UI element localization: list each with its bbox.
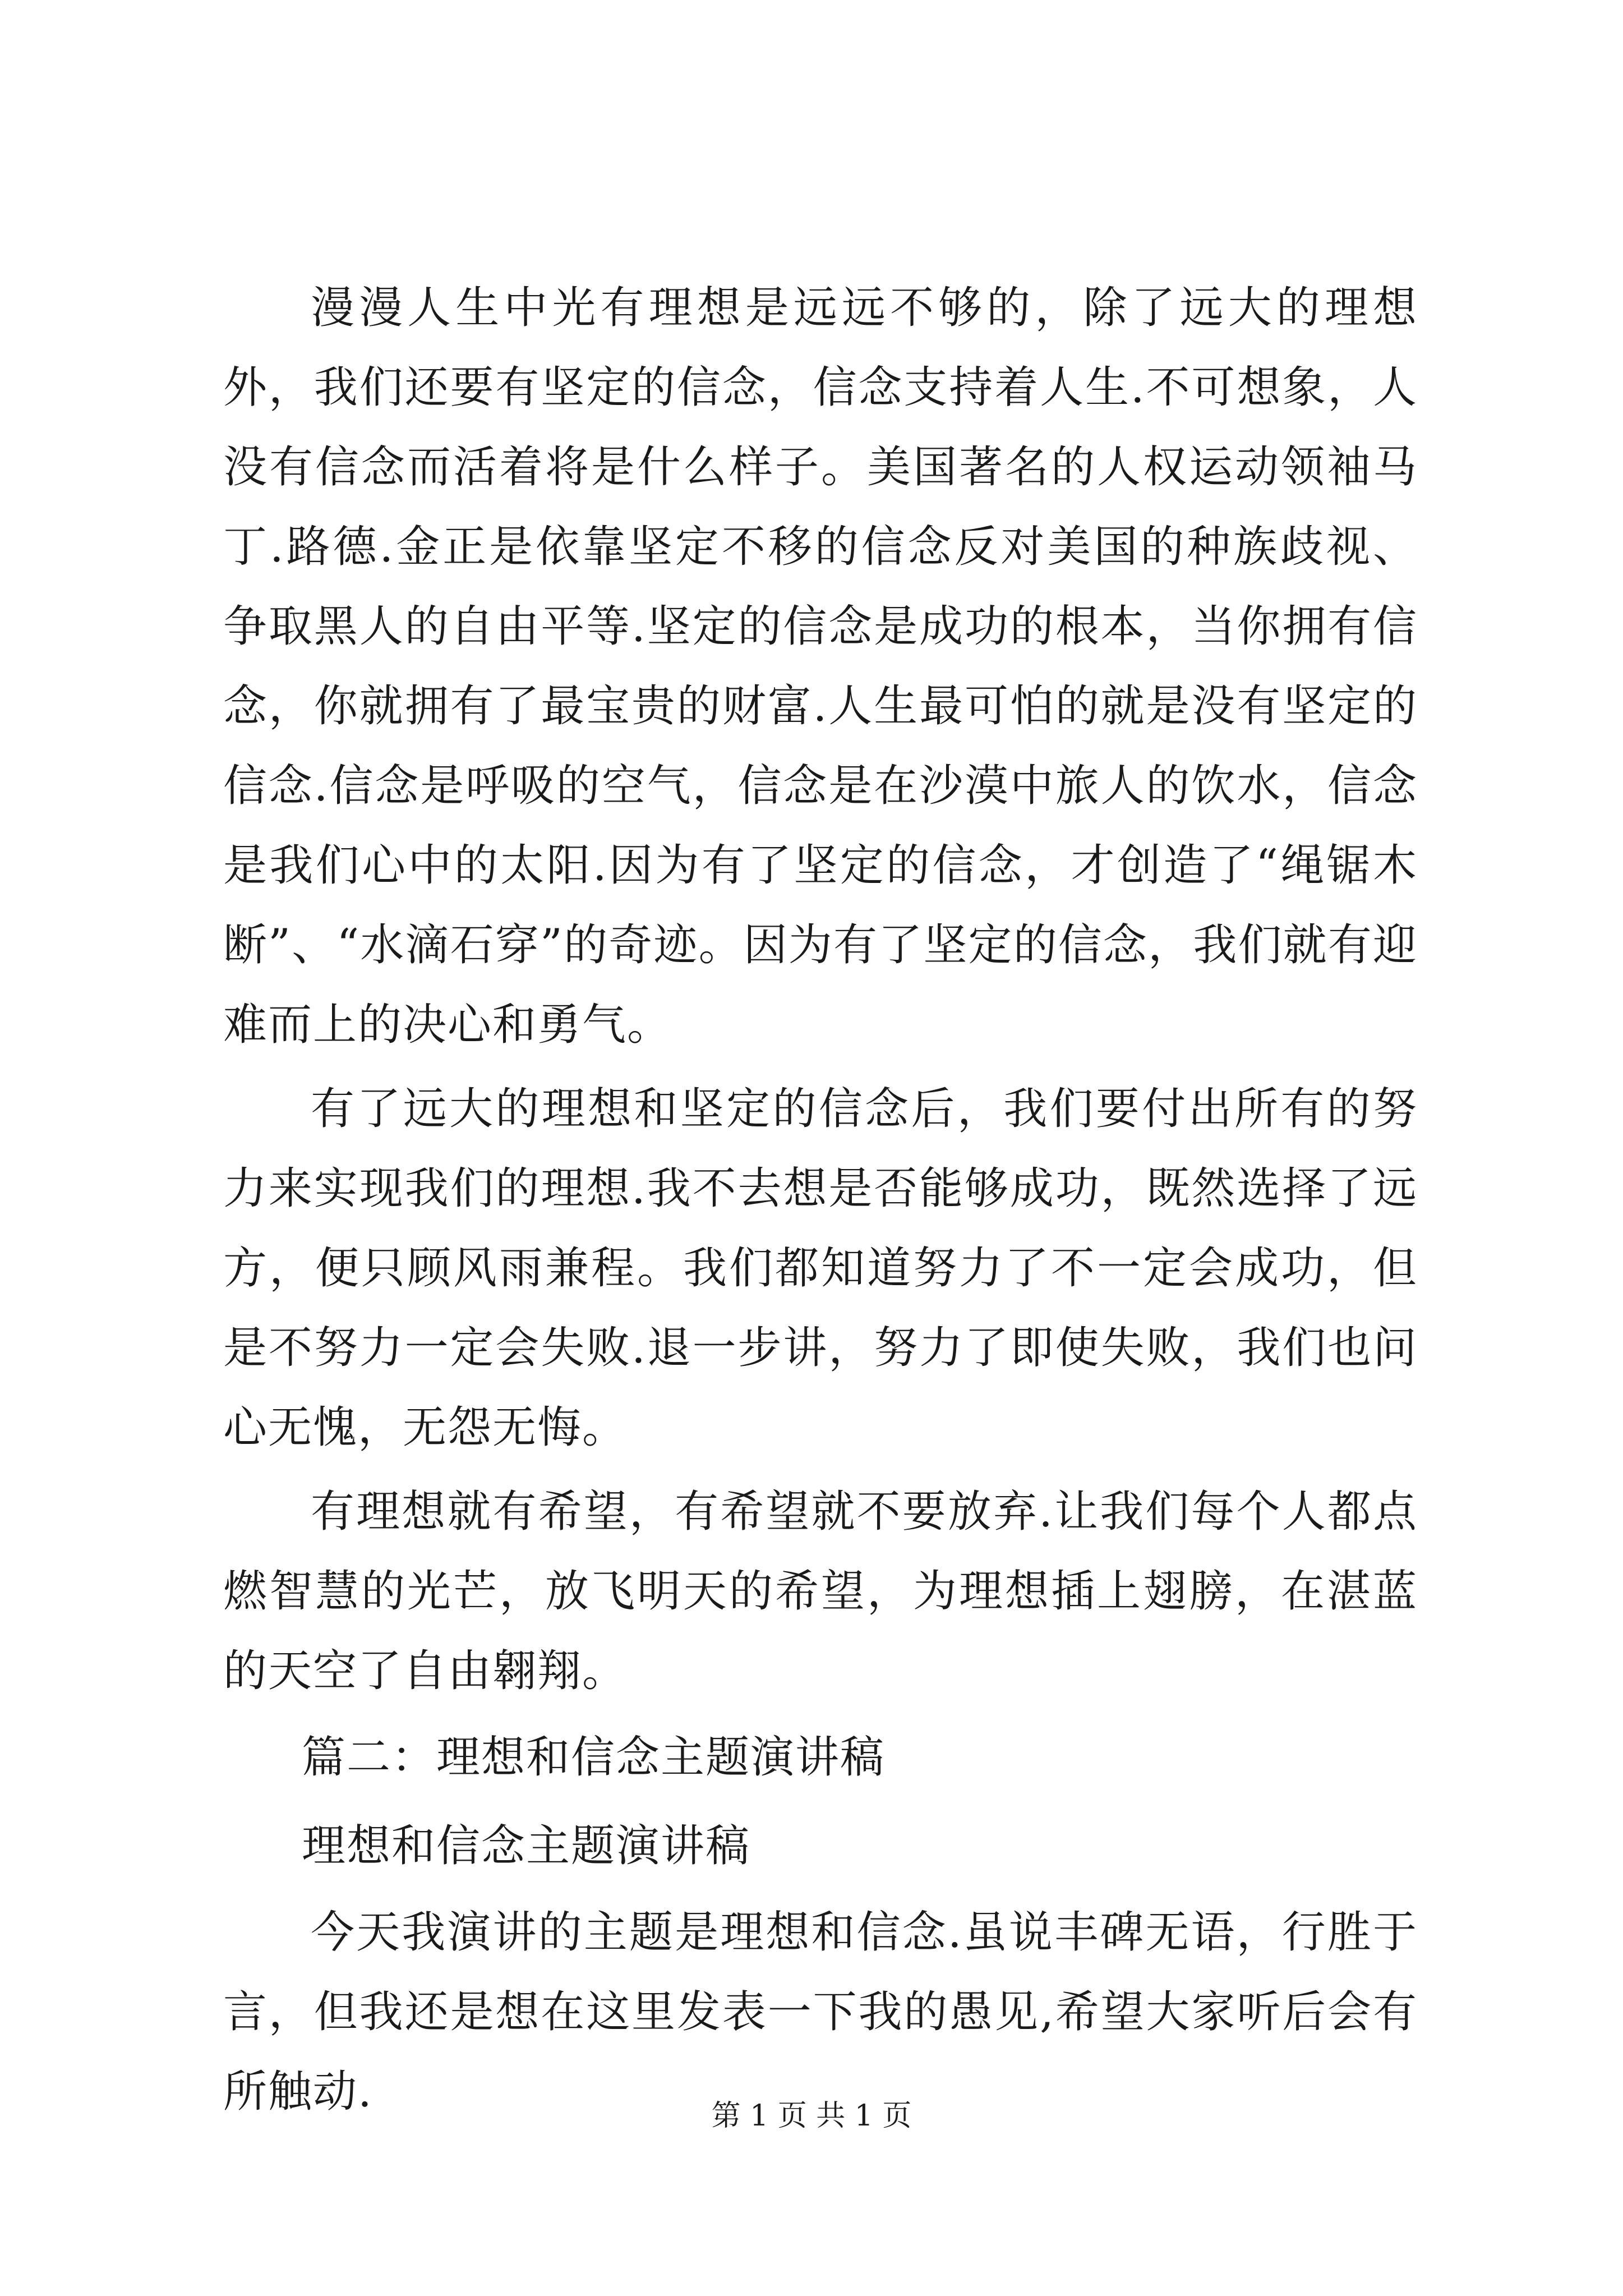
page-footer: 第 1 页 共 1 页 [711, 2099, 912, 2133]
document-body [223, 268, 1418, 2132]
paragraph-faith: 漫漫人生中光有理想是远远不够的，除了远大的理想外，我们还要有坚定的信念，信念支持着人生.不可想象，人没有信念而活着将是什么样子。美国著名的人权运动领袖马丁.路德.金正是依靠坚定不移的信念反对美国的种族歧视、争取黑人的自由平等.坚定的信念是成功的根本，当你拥有信念，你就拥有了最宝贵的财富.人生最可怕的就是没有坚定的信念.信念是呼吸的空气，信念是在沙漠中旅人的饮水，信念是我们心中的太阳.因为有了坚定的信念，才创造了“绳锯木断”、“水滴石穿”的奇迹。因为有了坚定的信念，我们就有迎难而上的决心和勇气。 [223, 283, 1418, 1050]
paragraph-intro: 今天我演讲的主题是理想和信念.虽说丰碑无语，行胜于言，但我还是想在这里发表一下我的愚见,希望大家听后会有所触动. [223, 1907, 1418, 2117]
section-heading: 篇二：理想和信念主题演讲稿 [302, 1732, 886, 1783]
paragraph-hope: 有理想就有希望，有希望就不要放弃.让我们每个人都点燃智慧的光芒，放飞明天的希望，为理想插上翅膀，在湛蓝的天空了自由翱翔。 [223, 1487, 1418, 1696]
speech-subtitle: 理想和信念主题演讲稿 [302, 1821, 751, 1871]
paragraph-effort: 有了远大的理想和坚定的信念后，我们要付出所有的努力来实现我们的理想.我不去想是否能够成功，既然选择了远方，便只顾风雨兼程。我们都知道努力了不一定会成功，但是不努力一定会失败.退一步讲，努力了即使失败，我们也问心无愧，无怨无悔。 [223, 1084, 1418, 1453]
